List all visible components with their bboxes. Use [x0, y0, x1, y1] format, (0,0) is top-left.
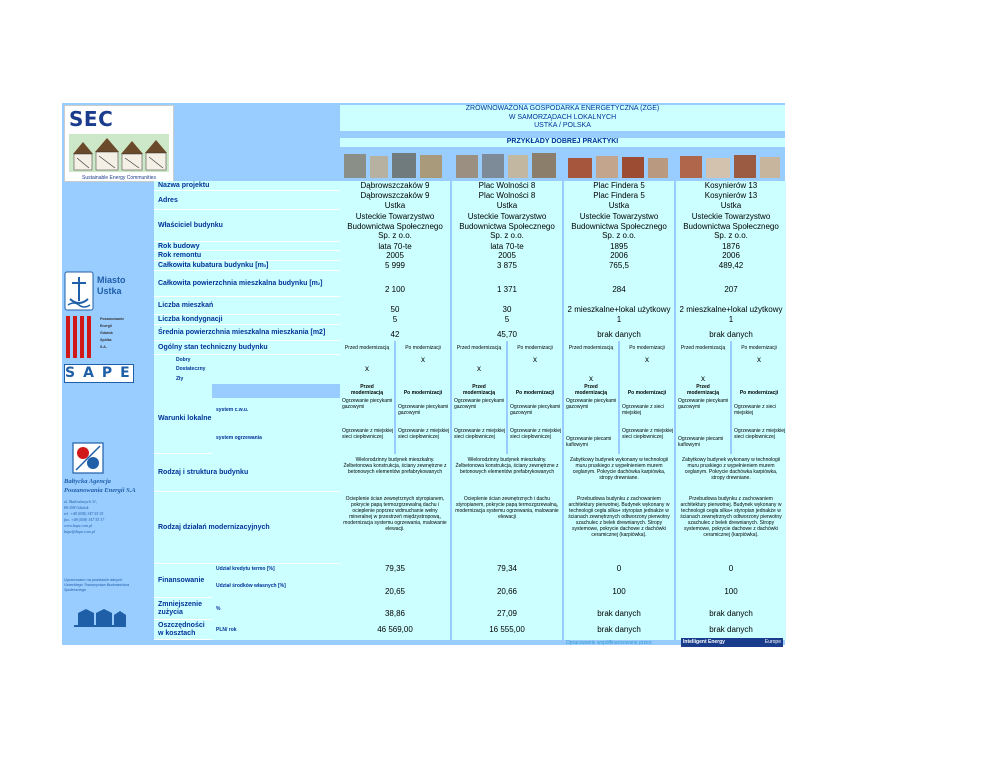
label-adres: Adres [154, 191, 340, 210]
sec-tools-title: SEC [69, 107, 114, 131]
heating-before: Ogrzewanie z miejskiej sieci ciepłowniczej [340, 422, 394, 454]
cwu-before: Ogrzewanie piecykami gazowymi [452, 398, 506, 422]
stan-przed-header: Przed modernizacją [452, 341, 506, 355]
heating-after: Ogrzewanie z miejskiej sieci ciepłowniczej [732, 422, 786, 454]
build-year: lata 70-te [340, 242, 450, 251]
building-structure: Wielorodzinny budynek mieszkalny. Żelbetonowa konstrukcja, ściany zewnętrzne z betonowych elementów prefabrykowanych [340, 454, 450, 492]
cwu-after: Ogrzewanie piecykami gazowymi [396, 398, 450, 422]
project-name: Dąbrowszczaków 9 [340, 181, 450, 191]
label-pln: PLN/ rok [212, 620, 340, 640]
building-structure: Zabytkowy budynek wykonany w technologii muru pruskiego z wypełnieniem murem ceglanym. Pokrycie dachówka karpiówka, stropy drewniane. [676, 454, 786, 492]
source-note: Opracowano na podstawie danych Usteckiego Towarzystwa Budownictwa Społecznego [64, 578, 130, 592]
stan-po-header: Po modernizacji [732, 341, 786, 355]
heating-after: Ogrzewanie z miejskiej sieci ciepłowniczej [396, 422, 450, 454]
renovation-year: 2006 [564, 251, 674, 261]
condition-after-dobry: x [396, 355, 450, 364]
owner: Usteckie Towarzystwo Budownictwa Społecznego Sp. z o.o. [340, 210, 450, 242]
stan-po-header: Po modernizacji [508, 341, 562, 355]
owner: Usteckie Towarzystwo Budownictwa Społecznego Sp. z o.o. [676, 210, 786, 242]
utbs-logo-icon [72, 607, 128, 629]
own-funds-share: 100 [676, 574, 786, 598]
sape-text-block [100, 316, 124, 351]
owner: Usteckie Towarzystwo Budownictwa Społecznego Sp. z o.o. [564, 210, 674, 242]
label-rok-budowy: Rok budowy [154, 242, 340, 251]
own-funds-share: 100 [564, 574, 674, 598]
label-cwu: system c.w.u. [212, 398, 340, 422]
credit-share: 0 [564, 564, 674, 574]
condition-before-dostateczny: x [452, 364, 506, 374]
heating-before: Ogrzewanie piecami kaflowymi [676, 422, 730, 454]
condition-before-dostateczny: x [340, 364, 394, 374]
own-funds-share: 20,66 [452, 574, 562, 598]
label-nazwa-projektu: Nazwa projektu [154, 181, 340, 191]
label-wlasciciel: Właściciel budynku [154, 210, 340, 242]
cubature: 3 875 [452, 261, 562, 271]
sape-bars-icon [64, 314, 100, 360]
condition-before-zly: x [564, 374, 618, 384]
kubatura-text: Całkowita kubatura budynku [m [158, 262, 264, 269]
consumption-reduction: 38,86 [340, 598, 450, 620]
modernization-actions: Przebudowa budynku z zachowaniem architektury pierwotnej. Budynek wykonany w technologii cegła silka+ styropian jednakże w ścianach zewnętrznych odtworzony pierwotny szachulec z belek drewnianych. Stropy systemowe, pokrycie dachowe z dachówki ceramicznej (karpiówka). [676, 492, 786, 564]
average-area: 45,70 [452, 325, 562, 341]
label-stan-techniczny: Ogólny stan techniczny budynku [154, 341, 340, 355]
sape-line: S.A. [100, 345, 107, 349]
stan-przed-header: Przed modernizacją [564, 341, 618, 355]
building-structure: Zabytkowy budynek wykonany w technologii muru pruskiego z wypełnieniem murem ceglanym. Pokrycie dachówka karpiówka, stropy drewniane. [564, 454, 674, 492]
address: Plac Wolności 8 Ustka [452, 191, 562, 210]
stan-przed-header: Przed modernizacją [340, 341, 394, 355]
warunki-przed-header: Przed modernizacją [564, 384, 618, 398]
living-area: 1 371 [452, 271, 562, 297]
stan-przed-header: Przed modernizacją [676, 341, 730, 355]
houses-illustration [69, 134, 169, 172]
consumption-reduction: brak danych [564, 598, 674, 620]
header-line-2: W SAMORZĄDACH LOKALNYCH [340, 114, 785, 123]
heating-before: Ogrzewanie piecami kaflowymi [564, 422, 618, 454]
address: Plac Findera 5 Ustka [564, 191, 674, 210]
building-photos-col-3 [564, 152, 674, 179]
living-area: 284 [564, 271, 674, 297]
sape-line: Poszanowanie [100, 317, 125, 321]
warunki-przed-header: Przed modernizacją [340, 384, 394, 398]
sec-tools-subtitle: Sustainable Energy Communities [82, 175, 156, 181]
apartments-count: 2 mieszkalne+lokal użytkowy [564, 297, 674, 315]
build-year: 1876 [676, 242, 786, 251]
address: Dąbrowszczaków 9 Ustka [340, 191, 450, 210]
address: Kosynierów 13 Ustka [676, 191, 786, 210]
building-photos-col-1 [340, 152, 450, 179]
heating-before: Ogrzewanie z miejskiej sieci ciepłowniczej [452, 422, 506, 454]
label-kredyt: Udział kredytu termo [%] [212, 564, 340, 574]
agency-www[interactable]: www.bape.com.pl [64, 523, 93, 528]
miasto-label: Miasto [97, 275, 126, 285]
storeys: 1 [564, 315, 674, 325]
agency-address-1: ul. Budowlanych 31, [64, 499, 97, 504]
cubature: 489,42 [676, 261, 786, 271]
heating-after: Ogrzewanie z miejskiej sieci ciepłowniczej [620, 422, 674, 454]
heating-after: Ogrzewanie z miejskiej sieci ciepłowniczej [508, 422, 562, 454]
label-srednia: Średnia powierzchnia mieszkalna mieszkania [m2] [154, 325, 340, 341]
label-dzialan: Rodzaj działań modernizacyjnych [154, 492, 340, 564]
project-name: Plac Wolności 8 [452, 181, 562, 191]
footer-cofinanced: Opracowanie współfinansowane przez: [566, 640, 653, 646]
apartments-count: 30 [452, 297, 562, 315]
build-year: lata 70-te [452, 242, 562, 251]
miasto-ustka-logo [64, 271, 126, 311]
bape-block [64, 440, 154, 550]
label-dobry: Dobry [154, 355, 340, 364]
owner: Usteckie Towarzystwo Budownictwa Społecznego Sp. z o.o. [452, 210, 562, 242]
credit-share: 0 [676, 564, 786, 574]
cost-savings: 46 569,00 [340, 620, 450, 640]
label-rodzaj: Rodzaj i struktura budynku [154, 454, 340, 492]
label-liczba-mieszkan: Liczba mieszkań [154, 297, 340, 315]
building-photos-col-4 [676, 152, 786, 179]
agency-contact [64, 499, 104, 535]
cost-savings: 16 555,00 [452, 620, 562, 640]
building-photos-col-2 [452, 152, 562, 179]
storeys: 5 [452, 315, 562, 325]
renovation-year: 2006 [676, 251, 786, 261]
ustka-crest-icon [64, 271, 94, 311]
agency-fax: fax. +48 (058) 347 55 37 [64, 517, 105, 522]
warunki-po-header: Po modernizacji [732, 384, 786, 398]
apartments-count: 50 [340, 297, 450, 315]
stan-po-header: Po modernizacji [620, 341, 674, 355]
consumption-reduction: 27,09 [452, 598, 562, 620]
sape-line: Gdańsk [100, 331, 113, 335]
label-zmniejszenie: Zmniejszenie zużycia [154, 598, 212, 620]
sape-wordmark: SAPE [65, 365, 138, 381]
apartments-count: 2 mieszkalne+lokal użytkowy [676, 297, 786, 315]
europe-logo: Europe [753, 638, 783, 647]
modernization-actions: Przebudowa budynku z zachowaniem architektury pierwotnej. Budynek wykonany w technologii cegła silka+ styropian jednakże w ścianach zewnętrznych odtworzony pierwotny szachulec z belek drewnianych. Stropy systemowe, pokrycie dachowe z dachówki ceramicznej (karpiówka). [564, 492, 674, 564]
label-oszczednosci: Oszczędności w kosztach [154, 620, 212, 640]
label-srodki: Udział środków własnych [%] [212, 574, 340, 598]
modernization-actions: Ocieplenie ścian zewnętrznych styropianem, pokrycie papą termozgrzewalną dachu i ocieplenie poprzez wdmuchanie wełny mineralnej w przestrzeń międzystropową, modernizacja systemu ogrzewania, malowanie elewacji. [340, 492, 450, 564]
cubature: 5 999 [340, 261, 450, 271]
average-area: brak danych [564, 325, 674, 341]
own-funds-share: 20,65 [340, 574, 450, 598]
agency-name-2: Poszanowania Energii S.A [64, 487, 136, 494]
project-name: Kosynierów 13 [676, 181, 786, 191]
sape-logo [64, 314, 138, 384]
label-zly: Zły [154, 374, 340, 384]
cost-savings: brak danych [676, 620, 786, 640]
section-title: PRZYKŁADY DOBREJ PRAKTYKI [340, 138, 785, 147]
warunki-po-header: Po modernizacji [508, 384, 562, 398]
cost-savings: brak danych [564, 620, 674, 640]
renovation-year: 2005 [340, 251, 450, 261]
storeys: 5 [340, 315, 450, 325]
condition-after-dobry: x [732, 355, 786, 364]
cwu-before: Ogrzewanie piecykami gazowymi [676, 398, 730, 422]
renovation-year: 2005 [452, 251, 562, 261]
cwu-after: Ogrzewanie piecykami gazowymi [508, 398, 562, 422]
label-kubatura: Całkowita kubatura budynku [m 3 ] [154, 261, 340, 271]
sape-line: Energii [100, 324, 112, 328]
intelligent-energy-logo: Intelligent Energy [681, 638, 753, 647]
label-powierzchnia: Całkowita powierzchnia mieszkalna budynku [m 2 ] [154, 271, 340, 297]
sec-tools-logo [64, 105, 174, 182]
label-dostateczny: Dostateczny [154, 364, 340, 374]
warunki-po-header: Po modernizacji [396, 384, 450, 398]
sape-line: Spółka [100, 338, 112, 342]
label-finansowanie: Finansowanie [154, 564, 212, 598]
agency-address-2: 80-298 Gdańsk [64, 505, 89, 510]
cubature: 765,5 [564, 261, 674, 271]
storeys: 1 [676, 315, 786, 325]
living-area: 2 100 [340, 271, 450, 297]
build-year: 1895 [564, 242, 674, 251]
condition-after-dobry: x [620, 355, 674, 364]
cwu-after: Ogrzewanie z sieci miejskiej [732, 398, 786, 422]
credit-share: 79,35 [340, 564, 450, 574]
warunki-przed-header: Przed modernizacją [452, 384, 506, 398]
agency-name-1: Bałtycka Agencja [64, 478, 111, 485]
condition-after-dobry: x [508, 355, 562, 364]
powierzchnia-text: Całkowita powierzchnia mieszkalna budynku [m [158, 280, 318, 287]
label-kondygnacji: Liczba kondygnacji [154, 315, 340, 325]
condition-before-zly: x [676, 374, 730, 384]
consumption-reduction: brak danych [676, 598, 786, 620]
warunki-przed-header: Przed modernizacją [676, 384, 730, 398]
cwu-after: Ogrzewanie z sieci miejskiej [620, 398, 674, 422]
project-name: Plac Findera 5 [564, 181, 674, 191]
cwu-before: Ogrzewanie piecykami gazowymi [564, 398, 618, 422]
modernization-actions: Ocieplenie ścian zewnętrznych i dachu styropianem, pokrycie papą termozgrzewalną, modernizacja systemu ogrzewania, malowanie elewacji [452, 492, 562, 564]
stan-po-header: Po modernizacji [396, 341, 450, 355]
label-procent: % [212, 598, 340, 620]
cwu-before: Ogrzewanie piecykami gazowymi [340, 398, 394, 422]
agency-email[interactable]: bape@bape.com.pl [64, 529, 96, 534]
average-area: brak danych [676, 325, 786, 341]
label-warunki: Warunki lokalne [154, 384, 212, 454]
credit-share: 79,34 [452, 564, 562, 574]
label-rok-remontu: Rok remontu [154, 251, 340, 261]
living-area: 207 [676, 271, 786, 297]
warunki-po-header: Po modernizacji [620, 384, 674, 398]
average-area: 42 [340, 325, 450, 341]
building-structure: Wielorodzinny budynek mieszkalny. Żelbetonowa konstrukcja, ściany zewnętrzne z betonowych elementów prefabrykowanych [452, 454, 562, 492]
ustka-label: Ustka [97, 286, 122, 296]
agency-tel: tel. +48 (058) 347 55 35 [64, 511, 104, 516]
header-line-3: USTKA / POLSKA [340, 122, 785, 131]
label-ogrzewania: system ogrzewania [212, 422, 340, 454]
bape-logo-icon [72, 442, 104, 474]
header-line-1: ZRÓWNOWAŻONA GOSPODARKA ENERGETYCZNA (ZGE) [340, 105, 785, 114]
